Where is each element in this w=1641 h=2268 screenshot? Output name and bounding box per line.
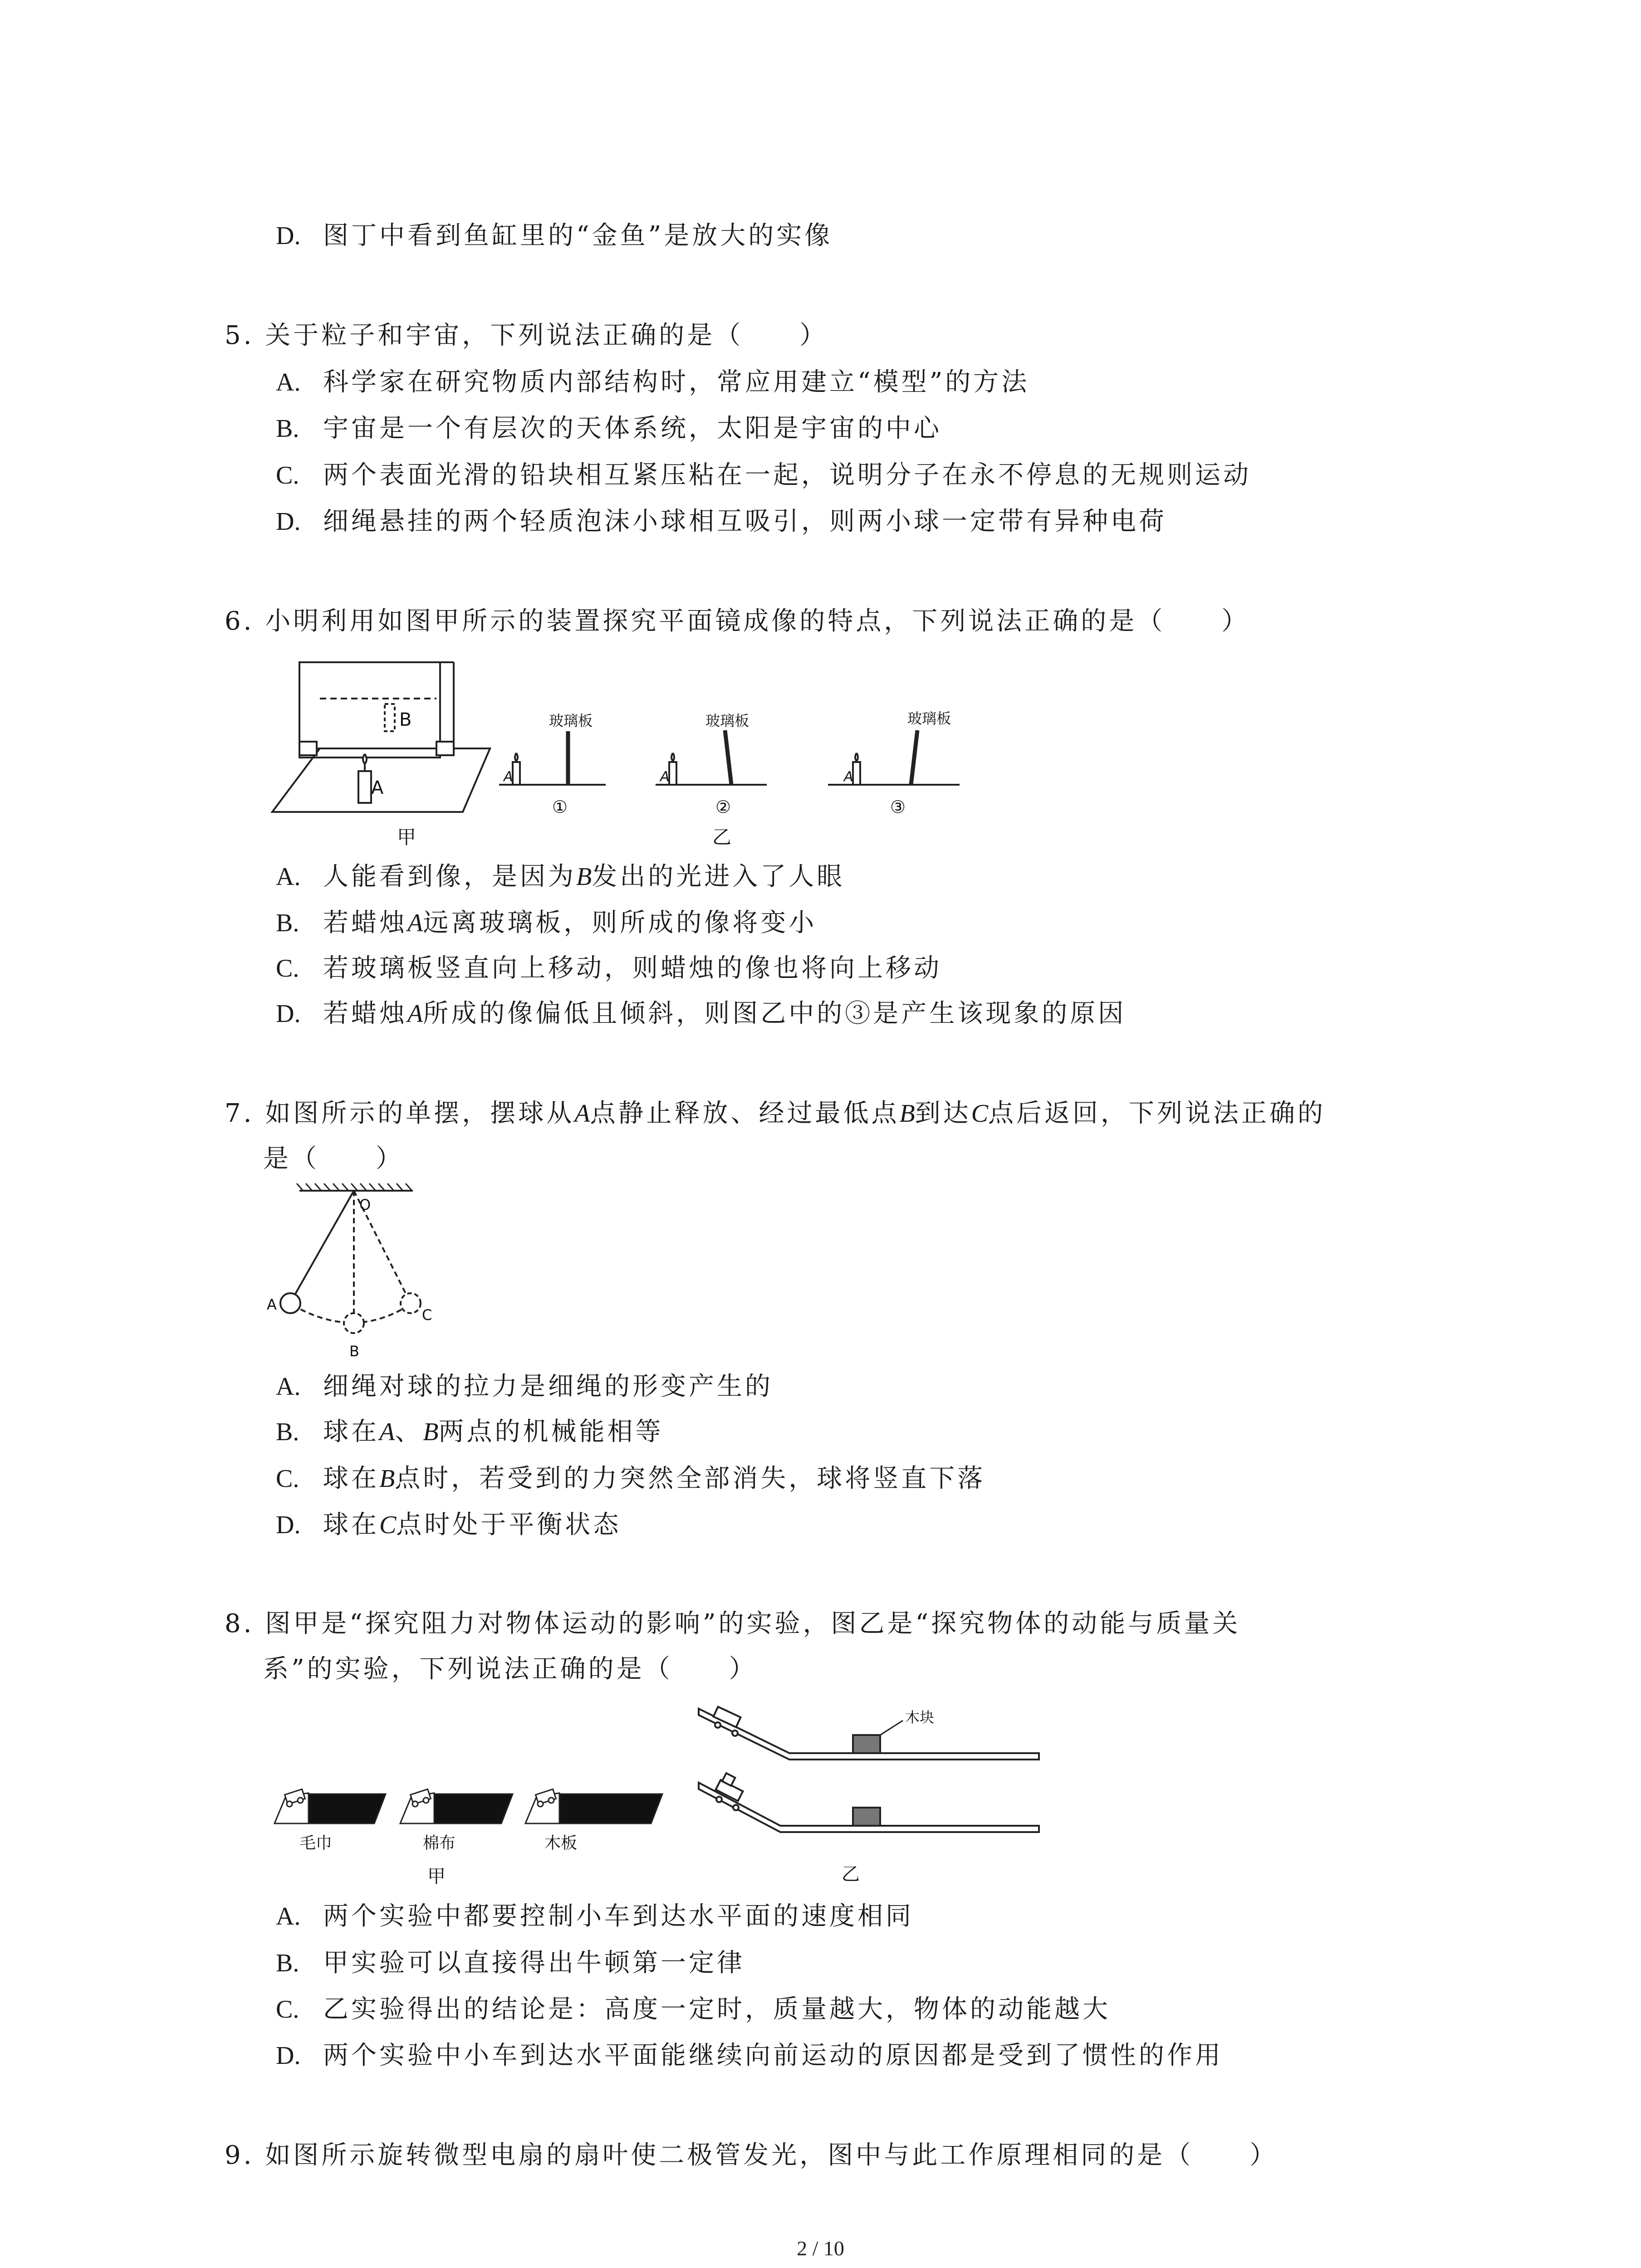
q8-stem-line1: 8. 图甲是“探究阻力对物体运动的影响”的实验，图乙是“探究物体的动能与质量关 [225, 1609, 1241, 1638]
q6-option-d: D. 若蜡烛A所成的像偏低且倾斜，则图乙中的③是产生该现象的原因 [276, 999, 1127, 1028]
q7-label-o: O [359, 1196, 371, 1213]
q6-label-a: A [371, 777, 384, 798]
q8-ramp-cotton [400, 1789, 513, 1823]
q8-option-c: C. 乙实验得出的结论是：高度一定时，质量越大，物体的动能越大 [276, 1994, 1111, 2024]
q6-setup-2-number: ② [715, 797, 731, 817]
q6-option-b: B. 若蜡烛A远离玻璃板，则所成的像将变小 [276, 908, 817, 938]
q6-setup-1-glass-label: 玻璃板 [549, 712, 593, 729]
q8-label-block: 木块 [905, 1709, 935, 1726]
q6-setup-3-label-a: A [844, 769, 853, 785]
q5-option-b: B. 宇宙是一个有层次的天体系统，太阳是宇宙的中心 [276, 414, 942, 443]
q6-setup-2-label-a: A [660, 769, 670, 785]
q7-stem-line2: 是（ ） [263, 1144, 404, 1173]
q9-stem: 9. 如图所示旋转微型电扇的扇叶使二极管发光，图中与此工作原理相同的是（ ） [225, 2141, 1278, 2170]
q7-option-a: A. 细绳对球的拉力是细绳的形变产生的 [276, 1372, 773, 1401]
q6-setup-1-number: ① [552, 797, 568, 817]
q7-label-c: C [422, 1306, 432, 1324]
q8-label-towel: 毛巾 [299, 1834, 333, 1853]
q6-option-a: A. 人能看到像，是因为B发出的光进入了人眼 [276, 862, 845, 891]
q6-option-c: C. 若玻璃板竖直向上移动，则蜡烛的像也将向上移动 [276, 953, 942, 983]
q8-figure [268, 1699, 1048, 1889]
q6-setup-3-number: ③ [890, 797, 906, 817]
q6-stem: 6. 小明利用如图甲所示的装置探究平面镜成像的特点，下列说法正确的是（ ） [225, 606, 1250, 636]
q6-setup-2 [656, 730, 767, 785]
q5-stem: 5. 关于粒子和宇宙，下列说法正确的是（ ） [225, 321, 828, 350]
q8-label-cotton: 棉布 [423, 1834, 456, 1853]
q7-stem-line1: 7. 如图所示的单摆，摆球从A点静止释放、经过最低点B到达C点后返回，下列说法正确的 [225, 1099, 1326, 1128]
q8-option-a: A. 两个实验中都要控制小车到达水平面的速度相同 [276, 1901, 914, 1931]
q6-label-yi: 乙 [712, 826, 732, 848]
q8-label-jia: 甲 [427, 1866, 446, 1887]
q6-setup-3-glass-label: 玻璃板 [907, 710, 951, 727]
q8-label-board: 木板 [544, 1834, 578, 1853]
q7-option-d: D. 球在C点时处于平衡状态 [276, 1510, 622, 1540]
q5-option-c: C. 两个表面光滑的铅块相互紧压粘在一起，说明分子在永不停息的无规则运动 [276, 460, 1251, 490]
q6-setup-2-glass-label: 玻璃板 [705, 712, 749, 729]
q5-option-d: D. 细绳悬挂的两个轻质泡沫小球相互吸引，则两小球一定带有异种电荷 [276, 507, 1167, 536]
q8-track-lower [699, 1773, 1039, 1832]
q8-ramp-towel [274, 1789, 386, 1823]
q6-label-b: B [399, 709, 412, 730]
q8-stem-line2: 系”的实验，下列说法正确的是（ ） [263, 1654, 757, 1684]
q8-option-b: B. 甲实验可以直接得出牛顿第一定律 [276, 1948, 745, 1978]
q6-setup-1 [499, 731, 606, 785]
q8-track-upper [699, 1707, 1039, 1760]
q7-label-a: A [267, 1296, 277, 1313]
page-number: 2 / 10 [797, 2237, 844, 2260]
q5-option-a: A. 科学家在研究物质内部结构时，常应用建立“模型”的方法 [276, 367, 1030, 397]
q8-ramp-board [525, 1789, 662, 1823]
q7-option-c: C. 球在B点时，若受到的力突然全部消失，球将竖直下落 [276, 1464, 986, 1493]
q6-setup-1-label-a: A [504, 769, 513, 785]
q8-option-d: D. 两个实验中小车到达水平面能继续向前运动的原因都是受到了惯性的作用 [276, 2041, 1223, 2070]
q7-pendulum-figure [263, 1182, 454, 1363]
q6-figure [268, 653, 975, 853]
q6-label-jia: 甲 [397, 826, 416, 848]
q7-label-b: B [349, 1343, 359, 1360]
q8-label-yi: 乙 [842, 1864, 860, 1885]
q4-option-d: D. 图丁中看到鱼缸里的“金鱼”是放大的实像 [276, 221, 833, 250]
q7-option-b: B. 球在A、B两点的机械能相等 [276, 1417, 664, 1447]
